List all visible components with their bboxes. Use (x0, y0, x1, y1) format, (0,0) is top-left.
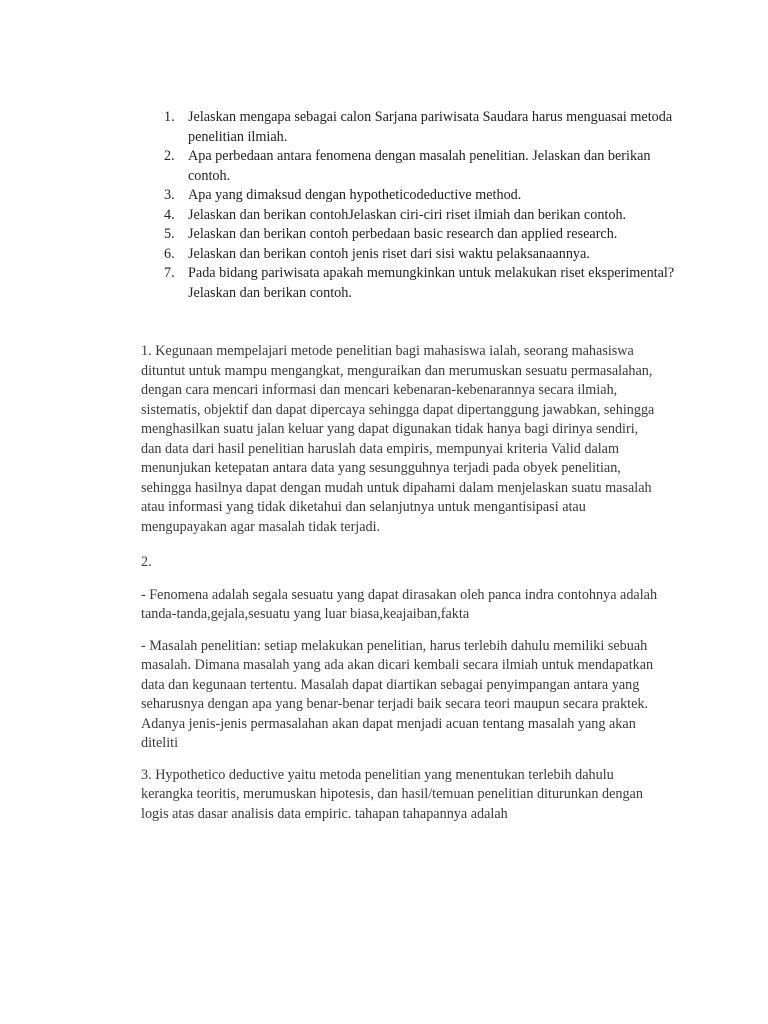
list-item (140, 225, 680, 245)
question-text: Jelaskan dan berikan contohJelaskan ciri-ciri riset ilmiah dan berikan contoh. (188, 206, 627, 223)
list-item (140, 186, 680, 206)
question-text: Jelaskan dan berikan contoh jenis riset dari sisi waktu pelaksanaannya. (188, 245, 590, 262)
answers-section (141, 342, 661, 836)
list-item (140, 147, 680, 186)
question-list (140, 108, 680, 303)
list-item (140, 108, 680, 147)
question-text: Jelaskan dan berikan contoh perbedaan basic research dan applied research. (188, 226, 618, 242)
question-number: 5. (164, 226, 175, 242)
question-number: 1. (164, 109, 175, 125)
question-number: 4. (164, 206, 175, 223)
question-text: Apa perbedaan antara fenomena dengan masalah penelitian. Jelaskan dan berikan contoh. (188, 148, 651, 184)
answer-2-masalah-paragraph: - Masalah penelitian: setiap melakukan penelitian, harus terlebih dahulu memiliki sebuah masalah. Dimana masalah yang ada akan dicari kembali secara ilmiah untuk mendapatkan data dan kegunaan tertentu. Masalah dapat diartikan sebagai penyimpangan antara yang seharusnya dengan apa yang benar-benar terjadi baik secara teori maupun secara praktek. Adanya jenis-jenis permasalahan akan dapat menjadi acuan tentang masalah yang akan diteliti (141, 637, 654, 751)
list-item (140, 245, 680, 265)
question-number: 7. (164, 265, 175, 281)
list-item (140, 264, 680, 303)
question-number: 3. (164, 187, 175, 203)
answer-2-number: 2. (141, 554, 152, 570)
question-text: Pada bidang pariwisata apakah memungkinkan untuk melakukan riset eksperimental? Jelaskan dan berikan contoh. (188, 265, 675, 301)
question-number: 6. (164, 245, 175, 262)
question-text: Apa yang dimaksud dengan hypotheticodeductive method. (188, 187, 522, 203)
question-text: Jelaskan mengapa sebagai calon Sarjana pariwisata Saudara harus menguasai metoda penelitian ilmiah. (188, 109, 673, 145)
answer-2-fenomena-paragraph: - Fenomena adalah segala sesuatu yang dapat dirasakan oleh panca indra contohnya adalah tanda-tanda,gejala,sesuatu yang luar biasa,keajaiban,fakta (141, 586, 658, 622)
question-number: 2. (164, 148, 175, 164)
list-item (140, 206, 680, 226)
answer-1-paragraph: 1. Kegunaan mempelajari metode penelitian bagi mahasiswa ialah, seorang mahasiswa dituntut untuk mampu mengangkat, menguraikan dan merumuskan sesuatu permasalahan, dengan cara mencari informasi dan mencari kebenaran-kebenarannya secara ilmiah, sistematis, objektif dan dapat dipercaya sehingga dapat dipertanggung jawabkan, sehingga menghasilkan suatu jalan keluar yang dapat digunakan tidak hanya bagi dirinya sendiri, dan data dari hasil penelitian haruslah data empiris, mempunyai kriteria Valid dalam menunjukan ketepatan antara data yang sesungguhnya terjadi pada obyek penelitian, sehingga hasilnya dapat dengan mudah untuk dipahami dalam menjelaskan suatu masalah atau informasi yang tidak diketahui dan selanjutnya untuk mengantisipasi atau mengupayakan agar masalah tidak terjadi. (141, 343, 655, 535)
answer-3-paragraph: 3. Hypothetico deductive yaitu metoda penelitian yang menentukan terlebih dahulu kerangka teoritis, merumuskan hipotesis, dan hasil/temuan penelitian diturunkan dengan logis atas dasar analisis data empiric. tahapan tahapannya adalah (141, 766, 643, 822)
